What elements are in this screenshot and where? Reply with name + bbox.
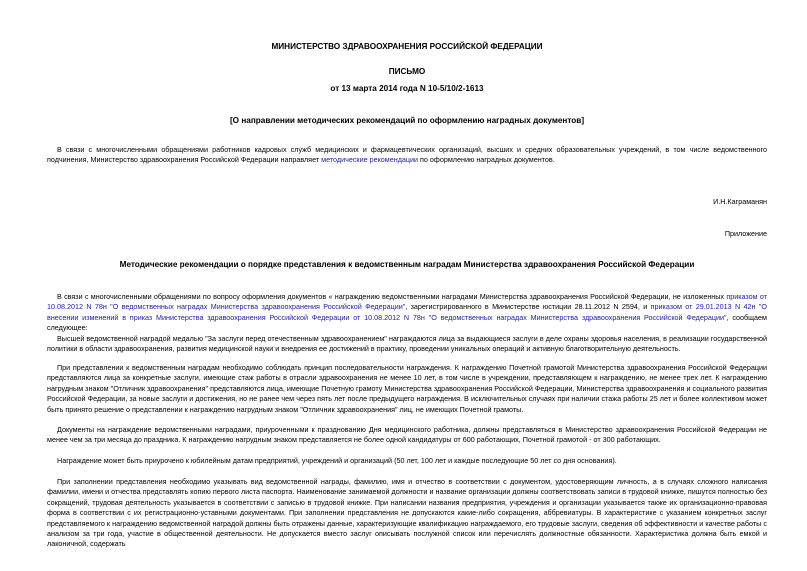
appendix-label: Приложение	[724, 229, 767, 238]
ministry-heading: МИНИСТЕРСТВО ЗДРАВООХРАНЕНИЯ РОССИЙСКОЙ ФЕДЕРАЦИИ	[271, 42, 543, 51]
intro-text-after: по оформлению наградных документов.	[418, 155, 555, 165]
document-date-number: от 13 марта 2014 года N 10-5/10/2-1613	[330, 84, 484, 93]
document-type: ПИСЬМО	[388, 67, 426, 76]
paragraph-1	[47, 292, 767, 334]
intro-text-before: В связи с многочисленными обращениями работников кадровых служб медицинских и фармацевтических организаций, высших и средних образовательных учреждений, в том числе ведомственного подчинения, Министерство здравоохранения Российской Федерации направляет	[47, 145, 767, 165]
paragraph-4: Документы на награждение ведомственными наградами, приуроченными к празднованию Дня медицинского работника, должны представляться в Министерство здравоохранения Российской Федерации не менее чем за три месяца до праздника. К награждению нагрудным знаком представляется не более одной кандидатуры от 600 работающих, Почетной грамотой - от 300 работающих.	[47, 425, 767, 445]
paragraph-3: При представлении к ведомственным наградам необходимо соблюдать принцип последовательности награждения. К награждению Почетной грамотой Министерства здравоохранения Российской Федерации представляются лица за конкретные заслуги, имеющие стаж работы в отрасли здравоохранения не менее 10 лет, в том числе в учреждении, представляющем к награждению, не менее трех лет. К награждению нагрудным знаком "Отличник здравоохранения" представляются лица, имеющие Почетную грамоту Министерства здравоохранения Российской Федерации, Министерства здравоохранения и социального развития Российской Федерации, за новые заслуги и достижения, но не ранее чем через пять лет после предыдущего награждения. В исключительных случаях при наличии стажа работы 25 лет и более коллективом может быть принято решение о представлении к награждению нагрудным знаком "Отличник здравоохранения" лиц, не имеющих Почетной грамоты.	[47, 363, 767, 414]
para1-text-c: , сообщаем следующее:	[47, 312, 767, 333]
para1-text-a: В связи с многочисленными обращениями по вопросу оформления документов « награждению ведомственными наградами Министерства здравоохранения Российской Федерации, не изложенных	[57, 292, 727, 301]
paragraph-2: Высшей ведомственной наградой медалью "За заслуги перед отечественным здравоохранением" награждаются лица за выдающиеся заслуги в деле охраны здоровья населения, в реализации государственной политики в области здравоохранения, развития медицинской науки и внедрения ее достижений в практику, проведении уникальных операций и активную благотворительную деятельность.	[47, 334, 767, 354]
recommendations-title: Методические рекомендации о порядке представления к ведомственным наградам Министерства здравоохранения Российской Федерации	[119, 260, 695, 269]
intro-paragraph	[47, 145, 767, 166]
document-subject: [О направлении методических рекомендаций по оформлению наградных документов]	[229, 116, 585, 125]
order-42n-link[interactable]: приказом от 29.01.2013 N 42н "О внесении изменений в приказ Министерства здравоохранения Российской Федерации от 10.08.2012 N 78н "О ведомственных наградах Министерства здравоохранения Российской Федерации"	[47, 302, 767, 322]
para1-text-b: , зарегистрированного в Министерстве юстиции 28.11.2012 N 2594, и	[405, 302, 651, 312]
recommendations-link[interactable]: методические рекомендации	[321, 155, 419, 165]
order-78n-link[interactable]: приказом от 10.08.2012 N 78н "О ведомственных наградах Министерства здравоохранения Российской Федерации"	[47, 292, 768, 312]
paragraph-6: При заполнении представления необходимо указывать вид ведомственной награды, фамилию, имя и отчество в соответствии с документом, удостоверяющим личность, а в случаях сложного написания фамилии, имени и отчества представлять копию первого листа паспорта. Наименование занимаемой должности и название организации должны соответствовать записи в трудовой книжке, пишутся полностью без сокращений, трудовая деятельность указывается в соответствии с записью в трудовой книжке. При написании названия предприятия, учреждения и организации указывается также их организационно-правовая форма в соответствии с их регистрационно-уставными документами. При заполнении представления не допускаются какие-либо сокращения, аббревиатуры. В характеристике с указанием конкретных заслуг представляемого к награждению ведомственной наградой должны быть отражены данные, характеризующие квалификацию награждаемого, его трудовые заслуги, сведения об эффективности и качестве работы с анализом за три года, участие в общественной деятельности. Не допускается вместо заслуг описывать послужной список или перечислять должностные обязанности. Характеристика должна быть емкой и лаконичной, содержать	[47, 477, 767, 549]
signature: И.Н.Каграманян	[713, 197, 767, 206]
paragraph-5: Награждение может быть приурочено к юбилейным датам предприятий, учреждений и организаций (50 лет, 100 лет и каждые последующие 50 лет со дня основания).	[57, 456, 617, 465]
